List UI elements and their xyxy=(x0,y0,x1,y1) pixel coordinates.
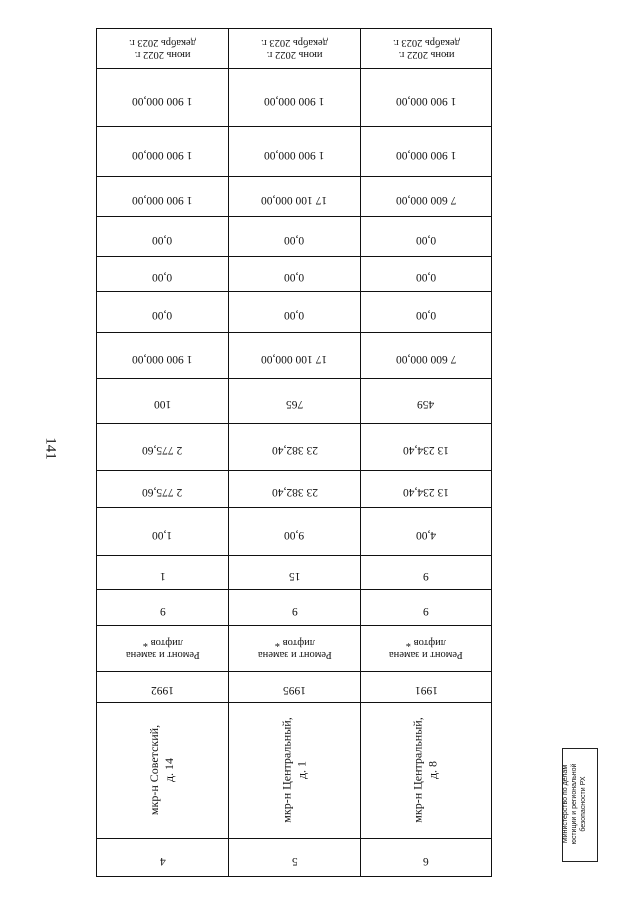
value-cell: 9 xyxy=(361,556,492,590)
value-cell: 13 234,40 xyxy=(361,471,492,508)
amount-cell: 1 900 000,00 xyxy=(361,69,492,127)
table-row-col-c xyxy=(97,471,492,508)
table-row-year xyxy=(97,672,492,703)
amount-cell: 0,00 xyxy=(229,292,361,333)
table-row-amount-7 xyxy=(97,333,492,379)
amount-cell: 7 600 000,00 xyxy=(361,333,492,379)
table-row-period xyxy=(97,29,492,69)
amount-cell: 0,00 xyxy=(97,292,229,333)
address-cell: мкр-н Центральный, д. 8 xyxy=(361,703,492,839)
amount-cell: 1 900 000,00 xyxy=(229,127,361,177)
address-cell: мкр-н Центральный, д. 1 xyxy=(229,703,361,839)
row-number-cell: 6 xyxy=(361,839,492,877)
address-cell: мкр-н Советский, д. 14 xyxy=(97,703,229,839)
value-cell: 2 775,60 xyxy=(97,471,229,508)
stamp-text: Министерство по делам юстиции и региональной безопасности РХ xyxy=(562,763,587,845)
table-row-col-d xyxy=(97,508,492,556)
amount-cell: 0,00 xyxy=(97,257,229,292)
value-cell: 9 xyxy=(229,590,361,626)
value-cell: 1 xyxy=(97,556,229,590)
table-row-amount-6 xyxy=(97,292,492,333)
table-row-number xyxy=(97,839,492,877)
amount-cell: 0,00 xyxy=(361,257,492,292)
table-row-amount-5 xyxy=(97,257,492,292)
year-cell: 1992 xyxy=(97,672,229,703)
table-row-amount-4 xyxy=(97,217,492,257)
row-number-cell: 4 xyxy=(97,839,229,877)
value-cell: 100 xyxy=(97,379,229,424)
amount-cell: 0,00 xyxy=(361,217,492,257)
table-row-col-a xyxy=(97,379,492,424)
value-cell: 9,00 xyxy=(229,508,361,556)
value-cell: 23 382,40 xyxy=(229,471,361,508)
amount-cell: 1 900 000,00 xyxy=(97,333,229,379)
amount-cell: 1 900 000,00 xyxy=(97,177,229,217)
amount-cell: 1 900 000,00 xyxy=(229,69,361,127)
work-type-cell: Ремонт и замена лифтов * xyxy=(361,626,492,672)
amount-cell: 17 100 000,00 xyxy=(229,333,361,379)
table-row-col-f xyxy=(97,590,492,626)
page-number: 141 xyxy=(42,437,59,460)
work-type-cell: Ремонт и замена лифтов * xyxy=(97,626,229,672)
table-row-amount-3 xyxy=(97,177,492,217)
period-cell: июнь 2022 г. декабрь 2023 г. xyxy=(361,29,492,69)
year-cell: 1995 xyxy=(229,672,361,703)
amount-cell: 7 600 000,00 xyxy=(361,177,492,217)
value-cell: 765 xyxy=(229,379,361,424)
row-number-cell: 5 xyxy=(229,839,361,877)
table-row-address xyxy=(97,703,492,839)
value-cell: 9 xyxy=(361,590,492,626)
year-cell: 1991 xyxy=(361,672,492,703)
period-cell: июнь 2022 г. декабрь 2023 г. xyxy=(97,29,229,69)
work-type-cell: Ремонт и замена лифтов * xyxy=(229,626,361,672)
amount-cell: 0,00 xyxy=(229,257,361,292)
repair-schedule-table xyxy=(96,28,492,877)
value-cell: 13 234,40 xyxy=(361,424,492,471)
table-row-work xyxy=(97,626,492,672)
value-cell: 23 382,40 xyxy=(229,424,361,471)
amount-cell: 0,00 xyxy=(97,217,229,257)
table-row-amount-2 xyxy=(97,127,492,177)
value-cell: 1,00 xyxy=(97,508,229,556)
amount-cell: 0,00 xyxy=(361,292,492,333)
amount-cell: 17 100 000,00 xyxy=(229,177,361,217)
amount-cell: 0,00 xyxy=(229,217,361,257)
ministry-stamp xyxy=(540,748,636,860)
value-cell: 4,00 xyxy=(361,508,492,556)
table-row-col-e xyxy=(97,556,492,590)
amount-cell: 1 900 000,00 xyxy=(97,127,229,177)
value-cell: 9 xyxy=(97,590,229,626)
value-cell: 459 xyxy=(361,379,492,424)
amount-cell: 1 900 000,00 xyxy=(361,127,492,177)
value-cell: 15 xyxy=(229,556,361,590)
period-cell: июнь 2022 г. декабрь 2023 г. xyxy=(229,29,361,69)
value-cell: 2 775,60 xyxy=(97,424,229,471)
amount-cell: 1 900 000,00 xyxy=(97,69,229,127)
table-row-amount-1 xyxy=(97,69,492,127)
table-row-col-b xyxy=(97,424,492,471)
